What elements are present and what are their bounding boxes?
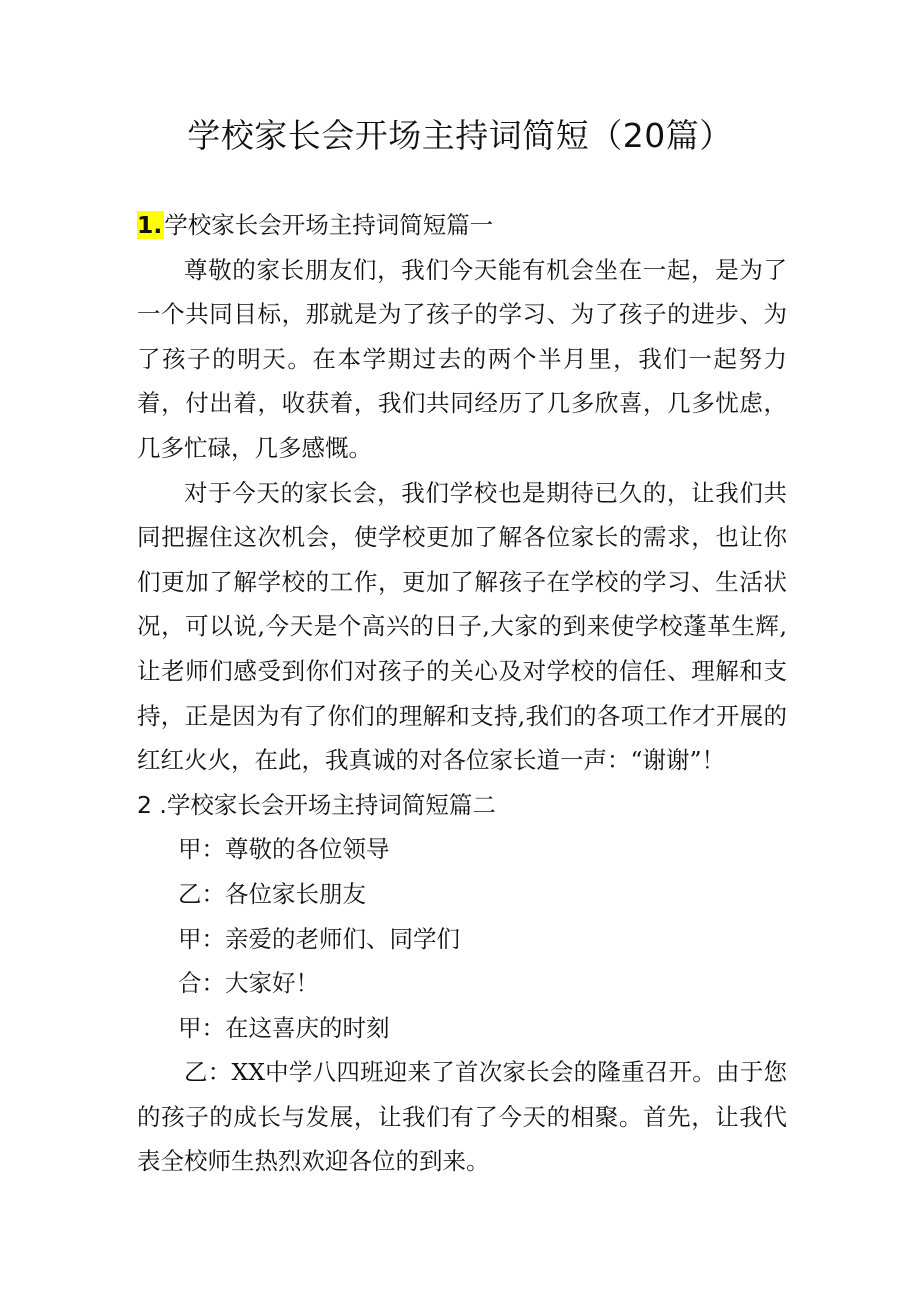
document-title: 学校家长会开场主持词简短（20篇） [187, 116, 733, 155]
section-heading-2 [137, 783, 787, 828]
paragraph: 尊敬的家长朋友们，我们今天能有机会坐在一起，是为了一个共同目标，那就是为了孩子的学习、为了孩子的进步、为了孩子的明天。在本学期过去的两个半月里，我们一起努力着，付出着，收获着，我们共同经历了几多欣喜，几多忧虑，几多忙碌，几多感慨。 [137, 255, 787, 462]
dialogue-line: 合：大家好！ [178, 969, 319, 998]
dialogue-line: 甲：亲爱的老师们、同学们 [178, 924, 460, 953]
paragraph: 对于今天的家长会，我们学校也是期待已久的，让我们共同把握住这次机会，使学校更加了解各位家长的需求，也让你们更加了解学校的工作，更加了解孩子在学校的学习、生活状况，可以说,今天是个高兴的日子,大家的到来使学校蓬革生辉,让老师们感受到你们对孩子的关心及对学校的信任、理解和支持，正是因为有了你们的理解和支持,我们的各项工作才开展的红红火火，在此，我真诚的对各位家长道一声：“谢谢”！ [137, 478, 787, 775]
section-number: 2 . [137, 790, 167, 819]
paragraph: 乙：XX中学八四班迎来了首次家长会的隆重召开。由于您的孩子的成长与发展，让我们有了今天的相聚。首先，让我代表全校师生热烈欢迎各位的到来。 [137, 1058, 787, 1176]
dialogue-line: 乙：各位家长朋友 [178, 879, 366, 908]
dialogue-line: 甲：在这喜庆的时刻 [178, 1013, 390, 1042]
section-heading-text: 学校家长会开场主持词简短篇一 [164, 211, 494, 239]
section-heading-text: 学校家长会开场主持词简短篇二 [166, 790, 496, 819]
highlighted-section-number: 1. [137, 211, 163, 239]
section-heading-1 [137, 203, 787, 248]
dialogue-line: 甲：尊敬的各位领导 [178, 835, 390, 864]
document-body [137, 203, 787, 1184]
